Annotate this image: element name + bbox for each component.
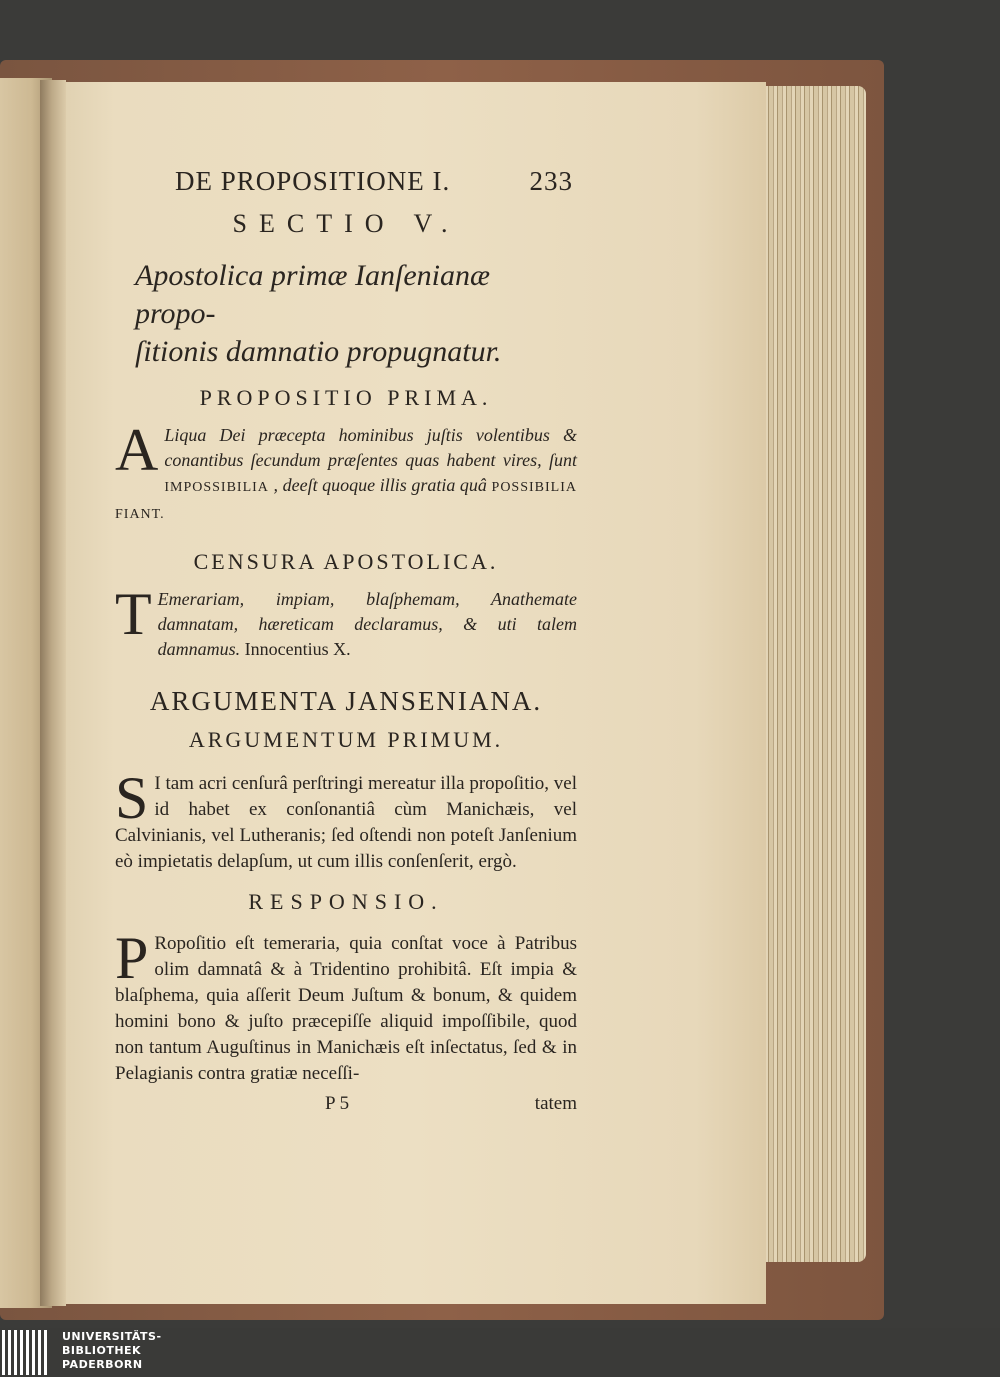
censura-heading: CENSURA APOSTOLICA. — [193, 549, 499, 574]
logo-line3: PADERBORN — [62, 1358, 143, 1371]
responsio-heading: RESPONSIO. — [248, 889, 444, 914]
censura-dropcap: T — [115, 581, 152, 647]
italic-title-line2: ſitionis damnatio propugnatur. — [135, 335, 502, 368]
censura-text-b: Innocentius X. — [244, 639, 351, 659]
propositio-smallcaps-1: IMPOSSIBILIA — [164, 480, 269, 495]
running-head — [115, 166, 577, 197]
propositio-smallcaps-2: POSSIBILIA FIANT. — [115, 480, 577, 522]
catchword: tatem — [534, 1093, 577, 1114]
propositio-text-b: , deeſt quoque illis gratia quâ — [273, 475, 487, 495]
responsio-dropcap: P — [115, 925, 149, 991]
page-edges — [760, 86, 866, 1262]
responsio-text — [115, 925, 577, 1087]
library-logo-text — [62, 1330, 162, 1372]
signature-mark: P 5 — [325, 1093, 350, 1114]
argumenta-heading: ARGUMENTA JANSENIANA. — [149, 686, 543, 716]
italic-title-line1: Apostolica primæ Ianſenianæ propo- — [135, 259, 490, 330]
library-logo-bar — [0, 1328, 1000, 1377]
propositio-dropcap: A — [115, 417, 159, 483]
logo-line1: UNIVERSITÄTS- — [62, 1330, 162, 1343]
page-number: 233 — [529, 166, 573, 196]
propositio-text — [115, 417, 577, 527]
responsio-body: Ropoſitio eſt temeraria, quia conſtat voce à Patribus olim damnatâ & à Tridentino prohibitâ. Eſt impia & blaſphema, quia aſſerit Deum Juſtum & bonum, & quidem homini bono & juſto præcepiſſe aliquid impoſſibile, quod non tantum Auguſtinus in Manichæis eſt inſectatus, ſed & in Pelagianis contra gratiæ neceſſi- — [115, 933, 577, 1084]
censura-text — [115, 581, 577, 662]
argumentum-text — [115, 765, 577, 875]
italic-title — [115, 257, 577, 371]
running-head-title: DE PROPOSITIONE I. — [175, 166, 451, 196]
propositio-heading: PROPOSITIO PRIMA. — [199, 385, 493, 410]
page-text — [115, 152, 577, 1115]
book-gutter — [40, 80, 66, 1306]
argumentum-dropcap: S — [115, 765, 149, 831]
logo-line2: BIBLIOTHEK — [62, 1344, 142, 1357]
argumentum-heading: ARGUMENTUM PRIMUM. — [188, 727, 504, 752]
argumentum-body: I tam acri cenſurâ perſtringi mereatur illa propoſitio, vel id habet ex conſonantiâ cùm Manichæis, vel Calvinianis, vel Lutheranis; ſed oſtendi non poteſt Janſenium eò impietatis delapſum, ut cum illis conſenſerit, ergò. — [115, 773, 577, 872]
censura-text-a: Emerariam, impiam, blaſphemam, Anathemate damnatam, hæreticam declaramus, & uti talem damnamus. — [157, 589, 577, 659]
section-title: SECTIO V. — [232, 209, 460, 238]
library-logo-icon — [0, 1328, 52, 1377]
propositio-text-a: Liqua Dei præcepta hominibus juſtis volentibus & conantibus ſecundum præſentes quas habent vires, ſunt — [164, 425, 577, 470]
page-footer — [115, 1093, 577, 1115]
